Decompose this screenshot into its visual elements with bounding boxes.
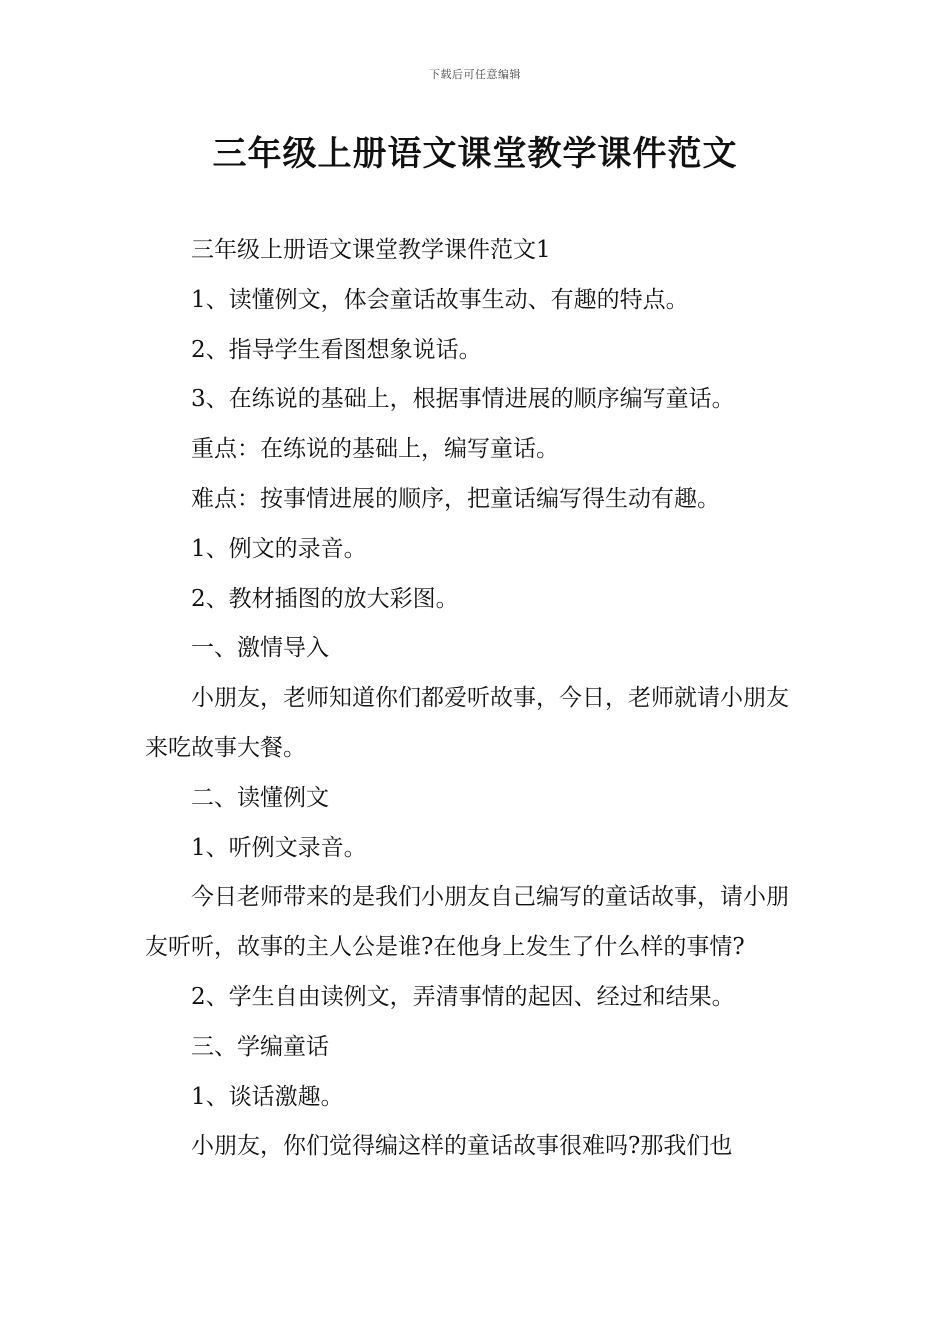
header-note: 下载后可任意编辑 <box>429 68 521 81</box>
paragraph: 1、读懂例文，体会童话故事生动、有趣的特点。 <box>191 286 689 313</box>
paragraph: 2、指导学生看图想象说话。 <box>191 336 482 363</box>
paragraph: 1、听例文录音。 <box>191 834 367 861</box>
section-heading: 一、激情导入 <box>191 635 329 662</box>
paragraph: 1、例文的录音。 <box>191 535 367 562</box>
paragraph: 小朋友，你们觉得编这样的童话故事很难吗?那我们也 <box>191 1133 733 1160</box>
paragraph: 今日老师带来的是我们小朋友自己编写的童话故事，请小朋友听听，故事的主人公是谁?在他身上发生了什么样的事情? <box>145 884 789 961</box>
section-heading: 三、学编童话 <box>191 1033 329 1060</box>
section-heading: 二、读懂例文 <box>191 784 329 811</box>
document-title: 三年级上册语文课堂教学课件范文 <box>212 134 738 174</box>
paragraph: 2、学生自由读例文，弄清事情的起因、经过和结果。 <box>191 983 735 1010</box>
paragraph: 三年级上册语文课堂教学课件范文1 <box>191 237 551 263</box>
paragraph: 重点：在练说的基础上，编写童话。 <box>191 436 559 463</box>
paragraph: 3、在练说的基础上，根据事情进展的顺序编写童话。 <box>191 386 735 413</box>
paragraph: 2、教材插图的放大彩图。 <box>191 585 459 612</box>
paragraph: 1、谈话激趣。 <box>191 1083 344 1110</box>
paragraph: 难点：按事情进展的顺序，把童话编写得生动有趣。 <box>191 485 720 512</box>
document-body <box>145 226 810 1172</box>
paragraph: 小朋友，老师知道你们都爱听故事，今日，老师就请小朋友来吃故事大餐。 <box>145 685 789 761</box>
